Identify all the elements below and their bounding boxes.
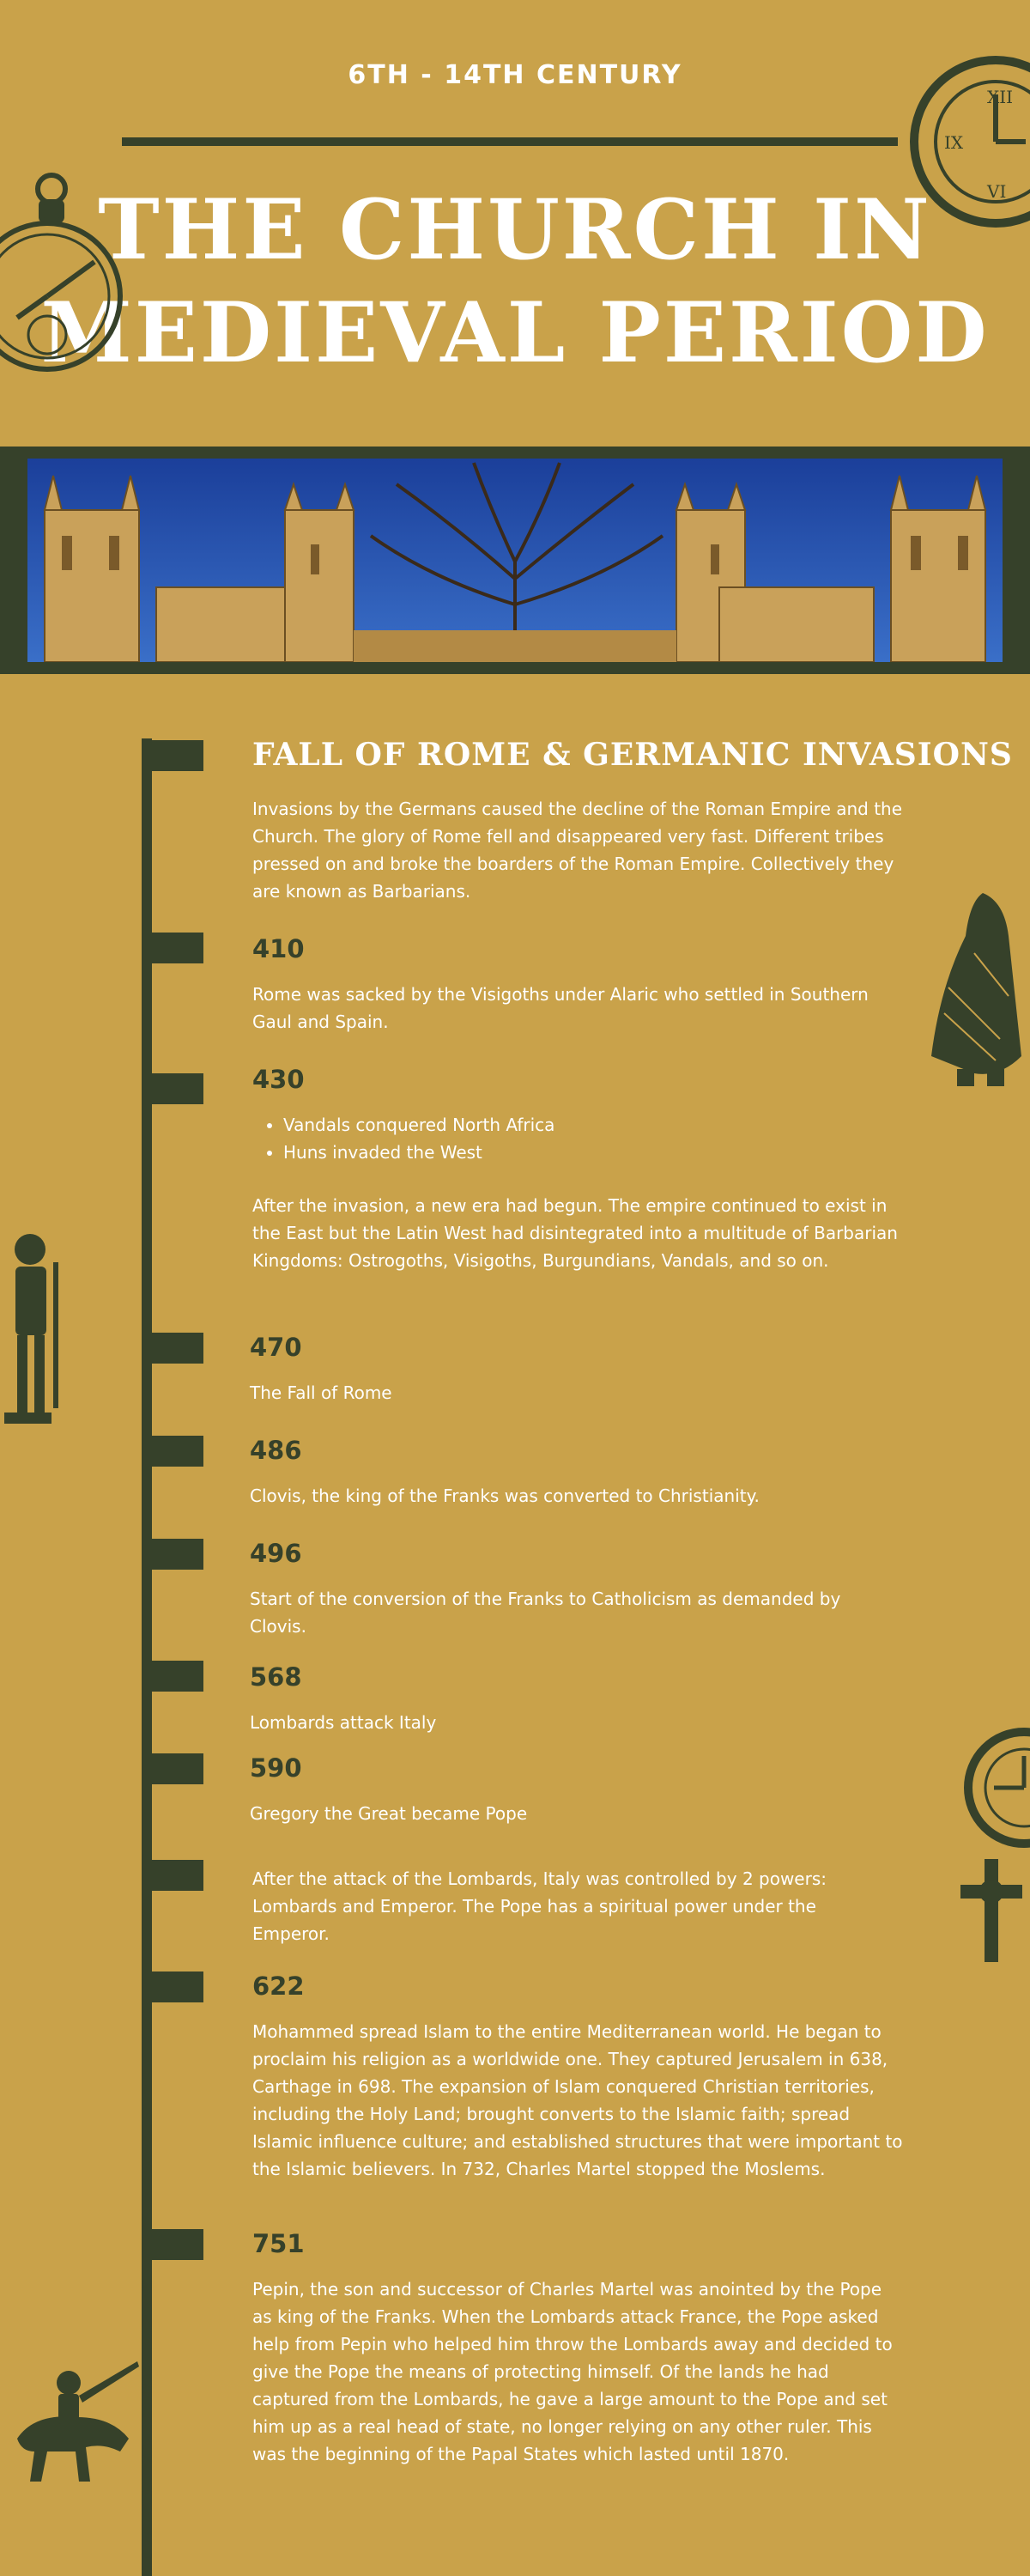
timeline-tick	[142, 1539, 203, 1570]
event-year: 430	[252, 1065, 305, 1094]
timeline-tick	[142, 933, 203, 963]
event-text: Pepin, the son and successor of Charles Martel was anointed by the Pope as king of the Franks. When the Lombards attack France, the Pope asked help from Pepin who helped him throw the Lombards away and decided to give the Pope the means of protecting himself. Of the lands he had captured from the Lombards, he gave a large amount to the Pope and set him up as a real head of state, no longer relying on any other ruler. This was the beginning of the Papal States which lasted until 1870.	[252, 2279, 893, 2464]
svg-text:IX: IX	[944, 132, 964, 153]
clock-icon	[960, 1726, 1030, 1850]
timeline-tick	[142, 1073, 203, 1104]
event-text: The Fall of Rome	[250, 1382, 392, 1403]
timeline-tick	[142, 2229, 203, 2260]
eyebrow-label: 6TH - 14TH CENTURY	[348, 60, 682, 90]
timeline-spine	[142, 738, 152, 2576]
header-rule	[122, 137, 898, 146]
svg-text:VI: VI	[987, 181, 1007, 202]
event-year: 486	[250, 1436, 302, 1465]
event-text: Lombards attack Italy	[250, 1712, 437, 1733]
timeline-tick	[142, 1333, 203, 1364]
event-text: Clovis, the king of the Franks was converted to Christianity.	[250, 1485, 760, 1506]
list-item: • Huns invaded the West	[283, 1139, 884, 1166]
horse-rider-icon	[0, 2344, 142, 2490]
timeline-tick	[142, 1971, 203, 2002]
event-year: 496	[250, 1539, 302, 1568]
event-bullets	[254, 1111, 884, 1166]
timeline-tick	[142, 740, 203, 771]
monk-icon	[923, 884, 1030, 1091]
svg-text:XII: XII	[987, 87, 1014, 107]
event-year: 410	[252, 934, 305, 963]
event-year: 590	[250, 1753, 302, 1783]
knight-icon	[0, 1228, 82, 1425]
page-title-line1: THE CHURCH IN	[98, 181, 932, 278]
timeline-tick	[142, 1753, 203, 1784]
list-item: • Vandals conquered North Africa	[283, 1111, 884, 1139]
event-year: 470	[250, 1333, 302, 1362]
event-text: Rome was sacked by the Visigoths under Alaric who settled in Southern Gaul and Spain.	[252, 984, 869, 1032]
event-text: Gregory the Great became Pope	[250, 1803, 528, 1824]
timeline-tick	[142, 1436, 203, 1467]
event-text: After the invasion, a new era had begun. The empire continued to exist in the East but the Latin West had disintegrated into a multitude of Barbarian Kingdoms: Ostrogoths, Visigoths, Burgundians, Vandals, and so on.	[252, 1195, 898, 1271]
timeline-tick	[142, 1860, 203, 1891]
event-year: 622	[252, 1971, 305, 2001]
event-text: Mohammed spread Islam to the entire Mediterranean world. He began to proclaim his religion as a worldwide one. They captured Jerusalem in 638, Carthage in 698. The expansion of Islam conquered Christian territories, including the Holy Land; brought converts to the Islamic faith; spread Islamic influence culture; and established structures that were important to the Islamic believers. In 732, Charles Martel stopped the Moslems.	[252, 2021, 903, 2179]
cathedral-photo	[27, 459, 1003, 662]
cathedral-banner	[0, 447, 1030, 674]
section-heading: FALL OF ROME & GERMANIC INVASIONS	[252, 737, 1013, 773]
event-text: After the attack of the Lombards, Italy was controlled by 2 powers: Lombards and Emperor. The Pope has a spiritual power under the Emperor.	[252, 1868, 827, 1944]
cross-icon	[957, 1859, 1026, 1962]
page-title-line2: MEDIEVAL PERIOD	[40, 284, 990, 381]
timeline-tick	[142, 1661, 203, 1692]
event-year: 751	[252, 2229, 305, 2258]
event-year: 568	[250, 1662, 302, 1692]
event-text: Start of the conversion of the Franks to Catholicism as demanded by Clovis.	[250, 1589, 841, 1637]
intro-text: Invasions by the Germans caused the decline of the Roman Empire and the Church. The glory of Rome fell and disappeared very fast. Different tribes pressed on and broke the boarders of the Roman Empire. Collectively they are known as Barbarians.	[252, 799, 903, 902]
pocket-watch-icon	[0, 167, 129, 391]
wall-clock-icon	[910, 56, 1030, 228]
